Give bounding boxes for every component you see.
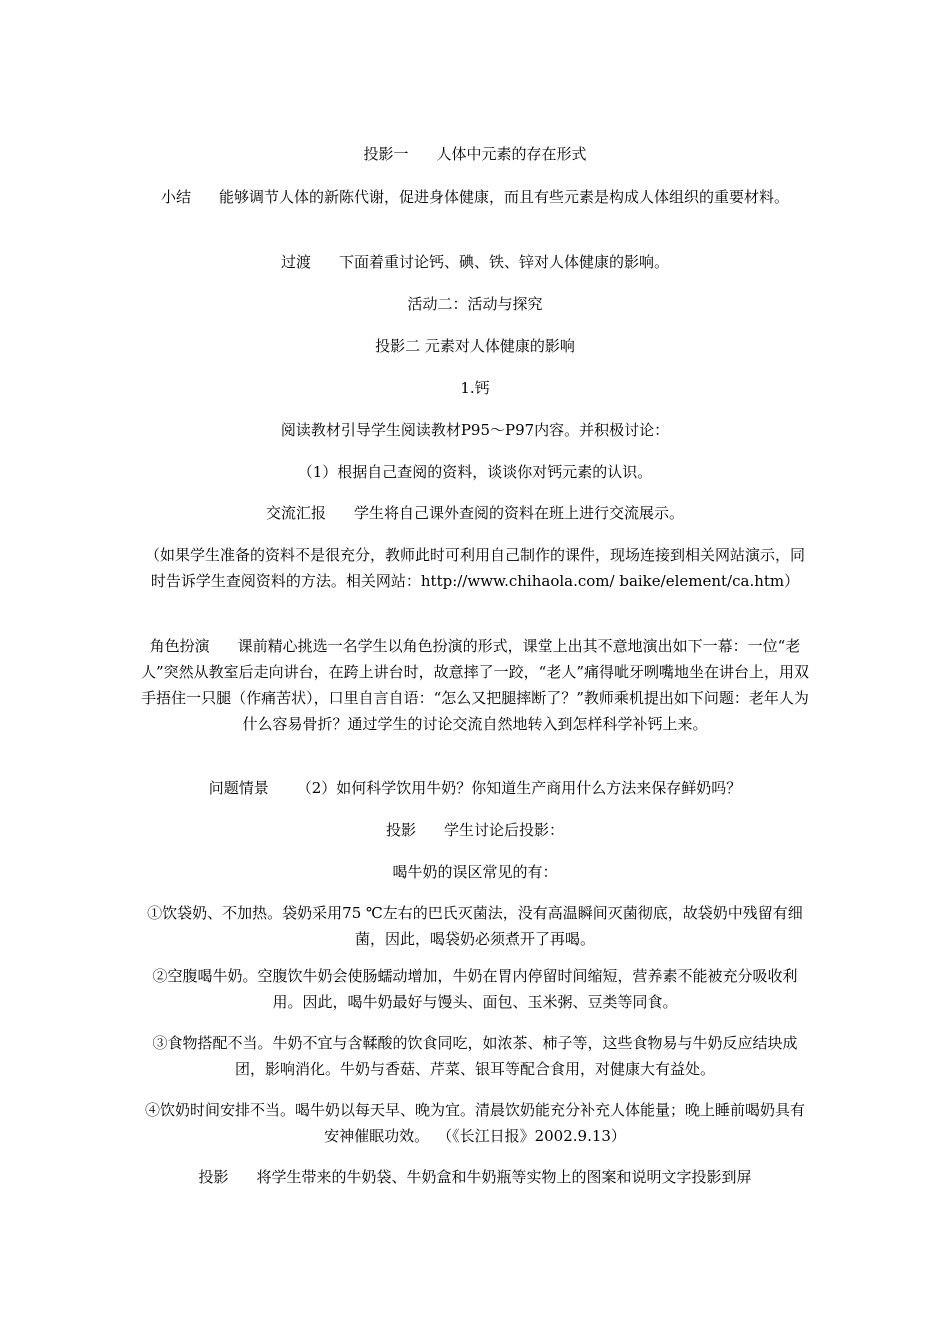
- problem-scenario-label: 问题情景: [208, 779, 269, 797]
- role-play-paragraph: [140, 633, 810, 737]
- role-play-label: 角色扮演: [149, 637, 210, 655]
- projection-label-3: 投影: [198, 1168, 229, 1186]
- section-calcium: 1.钙: [460, 379, 490, 397]
- misconception-item-4-text: ④饮奶时间安排不当。喝牛奶以每天早、晚为宜。清晨饮奶能充分补充人体能量；晚上睡前喝奶具有安神催眠功效。: [144, 1101, 805, 1145]
- question-1: （1）根据自己查阅的资料，谈谈你对钙元素的认识。: [297, 463, 653, 481]
- role-play-text: 课前精心挑选一名学生以角色扮演的形式，课堂上出其不意地演出如下一幕：一位“老人”突然从教室后走向讲台，在跨上讲台时，故意摔了一跤，“老人”痛得呲牙咧嘴地坐在讲台上，用双手捂住一只腿（作痛苦状），口里自言自语：“怎么又把腿摔断了？”教师乘机提出如下问题：老年人为什么容易骨折？通过学生的讨论交流自然地转入到怎样科学补钙上来。: [140, 637, 809, 733]
- exchange-report-paragraph: [140, 500, 810, 526]
- exchange-report-text: 学生将自己课外查阅的资料在班上进行交流展示。: [354, 504, 685, 522]
- teacher-note-paragraph: （如果学生准备的资料不是很充分，教师此时可利用自己制作的课件，现场连接到相关网站演示，同时告诉学生查阅资料的方法。相关网站：http://www.chihaola.com/ baike/element/ca.htm）: [144, 546, 805, 590]
- projection-label-2: 投影: [385, 821, 416, 839]
- projection-label: 投影一: [363, 145, 409, 163]
- heading-projection-1: [140, 141, 810, 167]
- misconception-item-1: ①饮袋奶、不加热。袋奶采用75 ℃左右的巴氏灭菌法，没有高温瞬间灭菌彻底，故袋奶中残留有细菌，因此，喝袋奶必须煮开了再喝。: [147, 904, 803, 948]
- misconception-item-4: [140, 1097, 810, 1149]
- source-citation: （《长江日报》2002.9.13）: [437, 1127, 626, 1145]
- misconception-item-3: ③食物搭配不当。牛奶不宜与含鞣酸的饮食同吃，如浓茶、柿子等，这些食物易与牛奶反应结块成团，影响消化。牛奶与香菇、芹菜、银耳等配合食用，对健康大有益处。: [152, 1034, 798, 1078]
- summary-text: 能够调节人体的新陈代谢，促进身体健康，而且有些元素是构成人体组织的重要材料。: [219, 188, 790, 206]
- projection-text-3: 将学生带来的牛奶袋、牛奶盒和牛奶瓶等实物上的图案和说明文字投影到屏: [256, 1168, 752, 1186]
- summary-paragraph: [140, 184, 810, 210]
- activity-heading: 活动二：活动与探究: [407, 295, 543, 313]
- heading-projection-2: 投影二 元素对人体健康的影响: [375, 337, 575, 355]
- projection-title: 人体中元素的存在形式: [436, 145, 587, 163]
- transition-paragraph: [140, 249, 810, 275]
- problem-scenario-text: （2）如何科学饮用牛奶？你知道生产商用什么方法来保存鲜奶吗？: [296, 779, 742, 797]
- problem-scenario-paragraph: [140, 775, 810, 801]
- projection-paragraph-final: [140, 1164, 810, 1190]
- exchange-report-label: 交流汇报: [265, 504, 326, 522]
- projection-paragraph: [140, 817, 810, 843]
- summary-label: 小结: [160, 188, 191, 206]
- milk-misconceptions-heading: 喝牛奶的误区常见的有：: [392, 863, 558, 881]
- misconception-item-2: ②空腹喝牛奶。空腹饮牛奶会使肠蠕动增加，牛奶在胃内停留时间缩短，营养素不能被充分吸收利用。因此，喝牛奶最好与馒头、面包、玉米粥、豆类等同食。: [152, 967, 798, 1011]
- transition-text: 下面着重讨论钙、碘、铁、锌对人体健康的影响。: [339, 253, 670, 271]
- reading-instruction: 阅读教材引导学生阅读教材P95～P97内容。并积极讨论：: [280, 421, 670, 439]
- transition-label: 过渡: [280, 253, 311, 271]
- projection-text-2: 学生讨论后投影：: [444, 821, 565, 839]
